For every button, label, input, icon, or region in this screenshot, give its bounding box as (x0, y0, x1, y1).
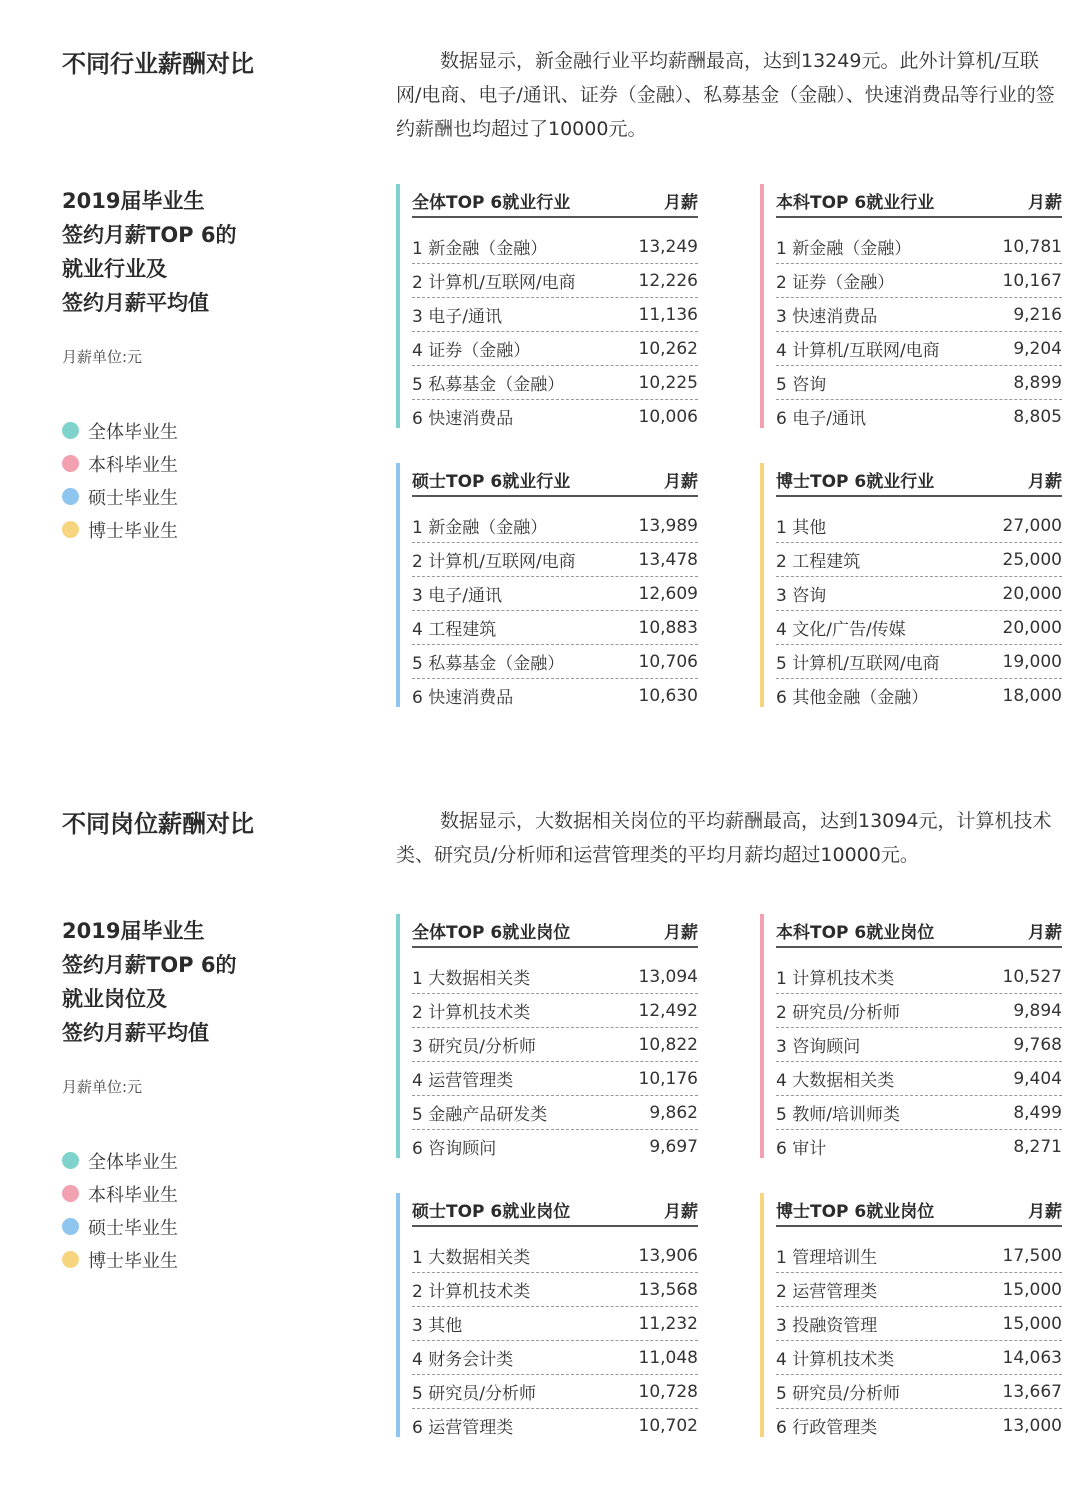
panel-title: 本科TOP 6就业行业 (776, 192, 935, 213)
row-name: 5 私募基金（金融） (412, 375, 565, 395)
table-row (776, 1130, 1062, 1163)
row-value: 25,000 (1002, 549, 1062, 570)
unit-label: 月薪单位:元 (62, 348, 143, 366)
row-name: 3 研究员/分析师 (412, 1037, 536, 1057)
table-row (776, 1409, 1062, 1442)
section-intro: 数据显示，大数据相关岗位的平均薪酬最高，达到13094元，计算机技术类、研究员/分析师和运营管理类的平均月薪均超过10000元。 (396, 810, 1052, 866)
section-title: 不同岗位薪酬对比 (62, 810, 254, 838)
row-name: 5 教师/培训师类 (776, 1105, 900, 1125)
subtitle-line: 签约月薪TOP 6的 (62, 223, 237, 247)
row-value: 9,697 (649, 1136, 698, 1157)
legend-label: 全体毕业生 (88, 421, 178, 443)
section-title: 不同行业薪酬对比 (62, 50, 254, 78)
row-value: 12,492 (638, 1000, 698, 1021)
table-row (776, 1307, 1062, 1341)
panel-title: 博士TOP 6就业行业 (776, 471, 935, 492)
table-row (412, 1130, 698, 1163)
row-name: 2 证券（金融） (776, 273, 895, 293)
row-value: 10,781 (1002, 236, 1062, 257)
table-row (412, 1273, 698, 1307)
table-row (412, 1307, 698, 1341)
table-row (776, 1273, 1062, 1307)
row-name: 3 咨询顾问 (776, 1037, 861, 1057)
row-name: 2 计算机/互联网/电商 (412, 552, 576, 572)
legend-label: 全体毕业生 (88, 1151, 178, 1173)
row-value: 10,225 (638, 372, 698, 393)
panel-column-label: 月薪 (664, 192, 698, 213)
table-row (776, 994, 1062, 1028)
panel-column-label: 月薪 (664, 471, 698, 492)
table-row (776, 1062, 1062, 1096)
row-name: 6 快速消费品 (412, 409, 514, 429)
row-name: 4 工程建筑 (412, 620, 497, 640)
panel-bachelor (760, 914, 1062, 1158)
row-value: 20,000 (1002, 583, 1062, 604)
panel-bachelor (760, 184, 1062, 428)
row-name: 3 电子/通讯 (412, 586, 502, 606)
legend-dot-icon (62, 1185, 79, 1202)
legend-item (62, 1144, 178, 1177)
row-value: 13,249 (638, 236, 698, 257)
panel-doctor (760, 463, 1062, 707)
panel-column-label: 月薪 (1028, 192, 1062, 213)
panel-header (776, 463, 1062, 497)
row-name: 4 运营管理类 (412, 1071, 514, 1091)
subtitle-line: 就业行业及 (62, 257, 167, 281)
table-row (776, 400, 1062, 433)
table-row (776, 298, 1062, 332)
legend-dot-icon (62, 521, 79, 538)
row-value: 27,000 (1002, 515, 1062, 536)
row-name: 2 计算机/互联网/电商 (412, 273, 576, 293)
table-row (412, 230, 698, 264)
legend-item (62, 1177, 178, 1210)
row-name: 1 其他 (776, 518, 827, 538)
row-name: 6 其他金融（金融） (776, 688, 929, 708)
row-value: 10,702 (638, 1415, 698, 1436)
row-value: 12,609 (638, 583, 698, 604)
panel-title: 硕士TOP 6就业岗位 (412, 1201, 571, 1222)
legend-item (62, 1210, 178, 1243)
panel-title: 博士TOP 6就业岗位 (776, 1201, 935, 1222)
row-value: 13,094 (638, 966, 698, 987)
table-row (776, 1096, 1062, 1130)
table-row (412, 366, 698, 400)
table-row (776, 577, 1062, 611)
section-intro: 数据显示，新金融行业平均薪酬最高，达到13249元。此外计算机/互联网/电商、电子/通讯、证券（金融）、私募基金（金融）、快速消费品等行业的签约薪酬也均超过了10000元。 (396, 50, 1055, 140)
row-value: 11,136 (638, 304, 698, 325)
legend-label: 硕士毕业生 (88, 487, 178, 509)
legend-item (62, 414, 178, 447)
row-name: 1 新金融（金融） (412, 518, 548, 538)
row-value: 9,404 (1013, 1068, 1062, 1089)
row-value: 15,000 (1002, 1279, 1062, 1300)
row-name: 6 快速消费品 (412, 688, 514, 708)
row-name: 3 电子/通讯 (412, 307, 502, 327)
legend-dot-icon (62, 1218, 79, 1235)
row-name: 5 计算机/互联网/电商 (776, 654, 940, 674)
row-name: 3 投融资管理 (776, 1316, 878, 1336)
row-value: 8,499 (1013, 1102, 1062, 1123)
table-row (412, 679, 698, 712)
panel-header (776, 914, 1062, 948)
panel-title: 全体TOP 6就业行业 (412, 192, 571, 213)
panel-title: 全体TOP 6就业岗位 (412, 922, 571, 943)
row-name: 2 计算机技术类 (412, 1282, 531, 1302)
table-row (412, 1096, 698, 1130)
row-value: 9,768 (1013, 1034, 1062, 1055)
subtitle-line: 2019届毕业生 (62, 189, 205, 213)
row-value: 11,232 (638, 1313, 698, 1334)
table-row (776, 509, 1062, 543)
legend-item (62, 447, 178, 480)
panel-column-label: 月薪 (1028, 1201, 1062, 1222)
row-name: 2 工程建筑 (776, 552, 861, 572)
row-name: 3 其他 (412, 1316, 463, 1336)
table-row (412, 332, 698, 366)
panel-title: 本科TOP 6就业岗位 (776, 922, 935, 943)
table-row (412, 1375, 698, 1409)
row-value: 12,226 (638, 270, 698, 291)
row-name: 5 研究员/分析师 (776, 1384, 900, 1404)
subtitle-line: 签约月薪平均值 (62, 1021, 209, 1045)
row-name: 5 研究员/分析师 (412, 1384, 536, 1404)
panel-header (412, 463, 698, 497)
panel-overall (396, 914, 698, 1158)
row-value: 8,271 (1013, 1136, 1062, 1157)
row-name: 6 行政管理类 (776, 1418, 878, 1438)
panel-column-label: 月薪 (1028, 471, 1062, 492)
row-value: 10,822 (638, 1034, 698, 1055)
table-row (776, 543, 1062, 577)
panel-header (412, 914, 698, 948)
row-value: 10,728 (638, 1381, 698, 1402)
panel-header (412, 1193, 698, 1227)
panel-overall (396, 184, 698, 428)
panel-title: 硕士TOP 6就业行业 (412, 471, 571, 492)
unit-label: 月薪单位:元 (62, 1078, 143, 1096)
table-row (412, 400, 698, 433)
legend-label: 本科毕业生 (88, 454, 178, 476)
table-row (412, 960, 698, 994)
row-value: 11,048 (638, 1347, 698, 1368)
row-name: 6 咨询顾问 (412, 1139, 497, 1159)
legend-dot-icon (62, 1152, 79, 1169)
table-row (776, 960, 1062, 994)
row-name: 1 新金融（金融） (776, 239, 912, 259)
table-row (776, 1028, 1062, 1062)
row-value: 19,000 (1002, 651, 1062, 672)
table-row (412, 264, 698, 298)
table-row (776, 230, 1062, 264)
table-row (412, 298, 698, 332)
row-value: 13,568 (638, 1279, 698, 1300)
legend-dot-icon (62, 422, 79, 439)
row-value: 10,006 (638, 406, 698, 427)
panel-header (776, 184, 1062, 218)
row-name: 1 新金融（金融） (412, 239, 548, 259)
row-name: 5 私募基金（金融） (412, 654, 565, 674)
row-name: 1 大数据相关类 (412, 969, 531, 989)
legend-label: 本科毕业生 (88, 1184, 178, 1206)
row-name: 4 财务会计类 (412, 1350, 514, 1370)
legend-item (62, 513, 178, 546)
table-row (776, 1341, 1062, 1375)
legend-label: 博士毕业生 (88, 1250, 178, 1272)
subtitle-line: 签约月薪平均值 (62, 291, 209, 315)
table-row (412, 1341, 698, 1375)
row-name: 2 运营管理类 (776, 1282, 878, 1302)
row-value: 13,000 (1002, 1415, 1062, 1436)
row-name: 1 计算机技术类 (776, 969, 895, 989)
table-row (412, 1409, 698, 1442)
table-row (776, 332, 1062, 366)
row-value: 9,862 (649, 1102, 698, 1123)
section-subtitle (62, 184, 237, 320)
legend-dot-icon (62, 488, 79, 505)
row-name: 2 研究员/分析师 (776, 1003, 900, 1023)
legend-item (62, 1243, 178, 1276)
row-value: 10,527 (1002, 966, 1062, 987)
row-name: 4 大数据相关类 (776, 1071, 895, 1091)
table-row (776, 611, 1062, 645)
row-value: 9,894 (1013, 1000, 1062, 1021)
row-name: 2 计算机技术类 (412, 1003, 531, 1023)
table-row (776, 1375, 1062, 1409)
row-value: 9,204 (1013, 338, 1062, 359)
row-name: 5 金融产品研发类 (412, 1105, 548, 1125)
row-value: 13,667 (1002, 1381, 1062, 1402)
table-row (412, 509, 698, 543)
row-name: 3 咨询 (776, 586, 827, 606)
table-row (412, 1239, 698, 1273)
row-name: 4 计算机/互联网/电商 (776, 341, 940, 361)
row-value: 9,216 (1013, 304, 1062, 325)
table-row (412, 577, 698, 611)
row-value: 13,478 (638, 549, 698, 570)
panel-header (776, 1193, 1062, 1227)
row-value: 10,883 (638, 617, 698, 638)
row-value: 10,167 (1002, 270, 1062, 291)
panel-master (396, 463, 698, 707)
table-row (776, 1239, 1062, 1273)
row-name: 4 文化/广告/传媒 (776, 620, 906, 640)
panel-header (412, 184, 698, 218)
section-subtitle (62, 914, 237, 1050)
row-name: 4 计算机技术类 (776, 1350, 895, 1370)
panel-column-label: 月薪 (664, 922, 698, 943)
table-row (412, 1062, 698, 1096)
subtitle-line: 2019届毕业生 (62, 919, 205, 943)
row-value: 10,262 (638, 338, 698, 359)
table-row (412, 1028, 698, 1062)
row-name: 1 管理培训生 (776, 1248, 878, 1268)
panel-doctor (760, 1193, 1062, 1437)
subtitle-line: 就业岗位及 (62, 987, 167, 1011)
panel-column-label: 月薪 (1028, 922, 1062, 943)
subtitle-line: 签约月薪TOP 6的 (62, 953, 237, 977)
table-row (412, 645, 698, 679)
legend-label: 硕士毕业生 (88, 1217, 178, 1239)
table-row (776, 366, 1062, 400)
table-row (412, 994, 698, 1028)
legend-dot-icon (62, 455, 79, 472)
row-value: 8,805 (1013, 406, 1062, 427)
table-row (412, 543, 698, 577)
row-name: 5 咨询 (776, 375, 827, 395)
legend-label: 博士毕业生 (88, 520, 178, 542)
legend (62, 414, 178, 546)
row-value: 15,000 (1002, 1313, 1062, 1334)
legend-dot-icon (62, 1251, 79, 1268)
legend (62, 1144, 178, 1276)
row-value: 17,500 (1002, 1245, 1062, 1266)
row-name: 3 快速消费品 (776, 307, 878, 327)
table-row (412, 611, 698, 645)
row-value: 13,989 (638, 515, 698, 536)
row-name: 6 运营管理类 (412, 1418, 514, 1438)
table-row (776, 645, 1062, 679)
row-value: 10,706 (638, 651, 698, 672)
row-value: 10,630 (638, 685, 698, 706)
row-name: 4 证券（金融） (412, 341, 531, 361)
table-row (776, 264, 1062, 298)
row-value: 14,063 (1002, 1347, 1062, 1368)
table-row (776, 679, 1062, 712)
row-name: 6 电子/通讯 (776, 409, 866, 429)
row-value: 13,906 (638, 1245, 698, 1266)
row-value: 10,176 (638, 1068, 698, 1089)
panel-master (396, 1193, 698, 1437)
legend-item (62, 480, 178, 513)
row-value: 8,899 (1013, 372, 1062, 393)
row-value: 20,000 (1002, 617, 1062, 638)
row-value: 18,000 (1002, 685, 1062, 706)
panel-column-label: 月薪 (664, 1201, 698, 1222)
row-name: 6 审计 (776, 1139, 827, 1159)
row-name: 1 大数据相关类 (412, 1248, 531, 1268)
